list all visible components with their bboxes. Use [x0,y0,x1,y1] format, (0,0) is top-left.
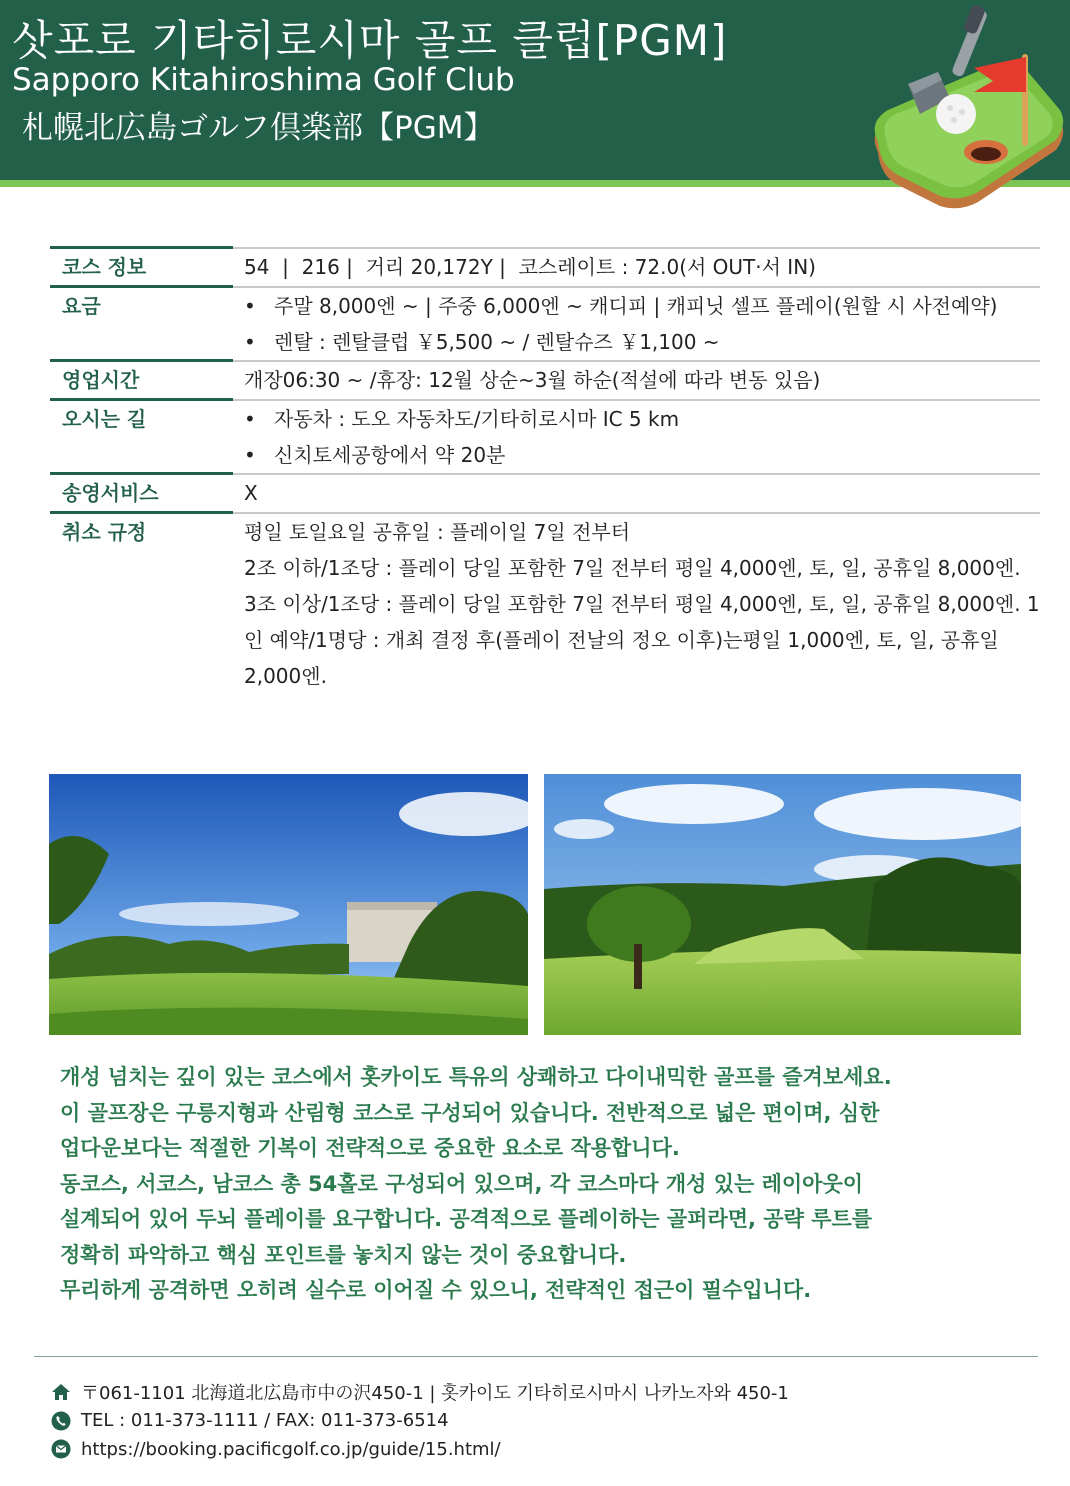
description-line: 동코스, 서코스, 남코스 총 54홀로 구성되어 있으며, 각 코스마다 개성 있는 레이아웃이 [60,1171,864,1196]
description-line: 개성 넘치는 깊이 있는 코스에서 홋카이도 특유의 상쾌하고 다이내믹한 골프를 즐겨보세요. [60,1065,892,1089]
course-info-label: 코스 정보 [50,248,233,287]
cancel-line-start: 평일 토일요일 공휴일 : 플레이일 7일 전부터 [244,519,631,544]
footer-url-row [50,1435,789,1464]
email-icon [50,1438,72,1460]
cancel-line-large-group: 3조 이상/1조당 : 플레이 당일 포함한 7일 전부터 평일 4,000엔, 토, 일, 공휴일 8,000엔. 1인 예약/1명당 : 개최 결정 후(플레이 전날의 정오 이후)는평일 1,000엔, 토, 일, 공휴일 2,000엔. [244,591,1040,688]
golf-course-fairway-photo [544,774,1021,1035]
description-line: 설계되어 있어 두뇌 플레이를 요구합니다. 공격적으로 플레이하는 골퍼라면, 공략 루트를 [60,1207,873,1231]
footer-divider [34,1356,1038,1357]
address-text: 〒061-1101 北海道北広島市中の沢450-1 | 홋카이도 기타히로시마시 나카노자와 450-1 [81,1383,789,1405]
cancel-label: 취소 규정 [50,513,233,694]
access-label: 오시는 길 [50,400,233,474]
footer-contact [50,1378,789,1464]
hours-label: 영업시간 [50,361,233,400]
phone-icon [50,1410,72,1432]
cancel-line-small-group: 2조 이하/1조당 : 플레이 당일 포함한 7일 전부터 평일 4,000엔, 토, 일, 공휴일 8,000엔. [244,555,1021,580]
access-item-airport: • 신치토세공항에서 약 20분 [244,437,1040,473]
info-row-access [50,400,1040,474]
fee-item-rental: • 렌탈 : 렌탈클럽 ￥5,500 ~ / 렌탈슈즈 ￥1,100 ~ [244,324,1040,360]
info-row-course [50,248,1040,287]
description-line: 이 골프장은 구릉지형과 산림형 코스로 구성되어 있습니다. 전반적으로 넓은 편이며, 심한 [60,1100,880,1125]
fee-item-green: • 주말 8,000엔 ~ | 주중 6,000엔 ~ 캐디피 | 캐피닛 셀프 플레이(원할 시 사전예약) [244,288,1040,324]
cancel-value [233,513,1040,694]
website-link[interactable]: https://booking.pacificgolf.co.jp/guide/15.html/ [81,1438,501,1460]
info-row-hours [50,361,1040,400]
info-row-fee [50,287,1040,361]
access-list [244,401,1040,473]
description-line: 업다운보다는 적절한 기복이 전략적으로 중요한 요소로 작용합니다. [60,1136,680,1160]
info-row-cancel [50,513,1040,694]
home-icon [50,1381,72,1403]
page-title-korean: 삿포로 기타히로시마 골프 클럽[PGM] [12,16,728,65]
access-value [233,400,1040,474]
info-row-shuttle [50,474,1040,513]
course-description [60,1060,1050,1309]
course-info-table [50,246,1040,694]
access-item-car: • 자동차 : 도오 자동차도/기타히로시마 IC 5 km [244,401,1040,437]
course-info-value: 54 | 216 | 거리 20,172Y | 코스레이트 : 72.0(서 OUT·서 IN) [233,248,1040,287]
footer-phone-row [50,1407,789,1436]
page-title-japanese: 札幌北広島ゴルフ倶楽部【PGM】 [22,110,495,146]
fee-list [244,288,1040,360]
golf-course-icon [868,2,1068,214]
shuttle-label: 송영서비스 [50,474,233,513]
hours-value: 개장06:30 ~ /휴장: 12월 상순~3월 하순(적설에 따라 변동 있음) [233,361,1040,400]
shuttle-value: X [233,474,1040,513]
phone-text: TEL : 011-373-1111 / FAX: 011-373-6514 [81,1410,449,1432]
description-line: 정확히 파악하고 핵심 포인트를 놓치지 않는 것이 중요합니다. [60,1242,627,1267]
description-line: 무리하게 공격하면 오히려 실수로 이어질 수 있으니, 전략적인 접근이 필수입니다. [60,1278,812,1302]
fee-value [233,287,1040,361]
page-title-english: Sapporo Kitahiroshima Golf Club [12,62,515,98]
golf-course-hotel-photo [49,774,528,1035]
fee-label: 요금 [50,287,233,361]
footer-address-row [50,1378,789,1407]
